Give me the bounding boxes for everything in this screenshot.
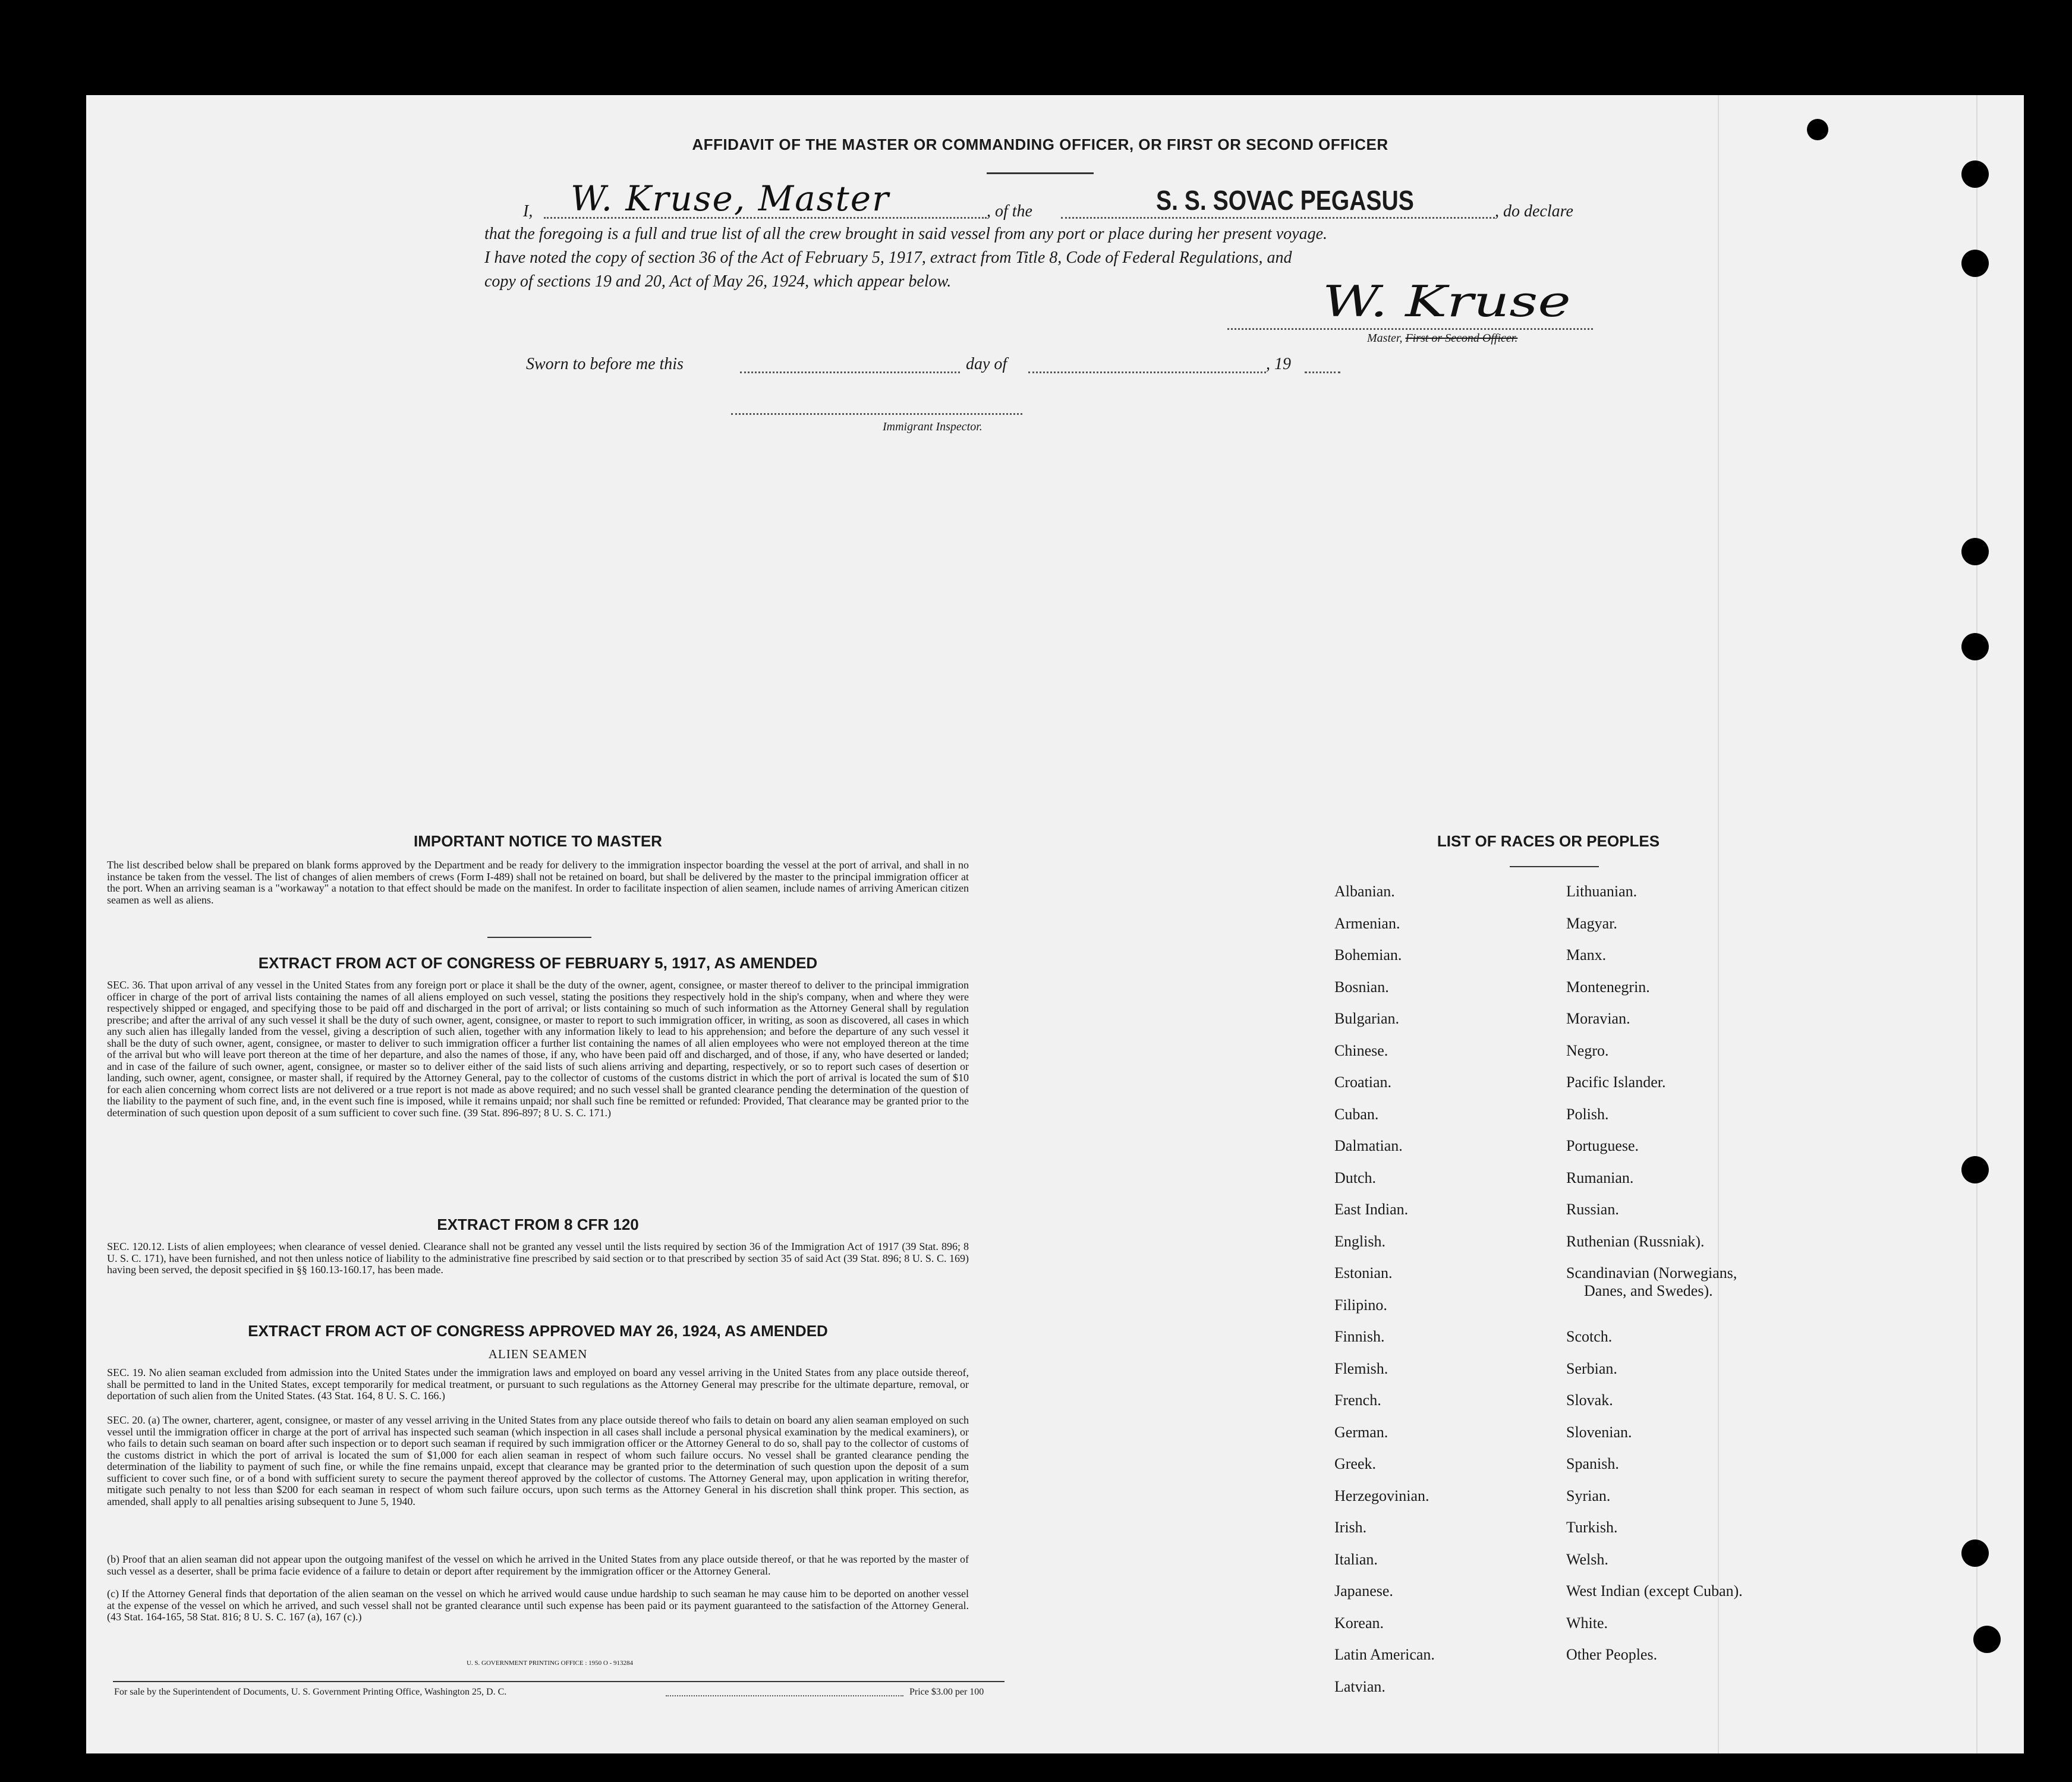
- caption-officer: First or Second Officer.: [1405, 332, 1518, 345]
- race-item: Rumanian.: [1566, 1169, 1634, 1186]
- race-item: Manx.: [1566, 946, 1607, 964]
- i-label: I,: [523, 202, 533, 221]
- race-item: Latvian.: [1334, 1677, 1385, 1695]
- punch-hole: [1961, 633, 1989, 660]
- extract-1924-sec20b: (b) Proof that an alien seaman did not appear upon the outgoing manifest of the vessel on which he arrived in the United States from any place outside thereof, or that he was reported by the master of such vessel as a deserter, shall be prima facie evidence of a failure to detain or deport after requirement by the immigration officer or the Attorney General.: [107, 1553, 969, 1577]
- punch-hole: [1961, 250, 1989, 277]
- race-item: Finnish.: [1334, 1328, 1385, 1345]
- race-item: Scandinavian (Norwegians,: [1566, 1264, 1737, 1282]
- name-line: [544, 217, 987, 219]
- footer-price: Price $3.00 per 100: [909, 1687, 984, 1697]
- race-item: Montenegrin.: [1566, 978, 1650, 996]
- race-item: Turkish.: [1566, 1519, 1618, 1536]
- inspector-line: [731, 413, 1022, 415]
- year-line: [1305, 371, 1340, 373]
- race-item: Armenian.: [1334, 914, 1400, 932]
- extract-cfr-text: SEC. 120.12. Lists of alien employees; when clearance of vessel denied. Clearance shall not be granted any vessel until the lists required by section 36 of the Immigration Act of 1917 (39 Stat. 896; 8 U. S. C. 171), have been furnished, and not then unless notice of liability to the administrative fine prescribed by said section or to that prescribed by section 35 of said Act (39 Stat. 896; 8 U. S. C. 169) having been served, the deposit specified in §§ 160.13-160.17, has been made.: [107, 1241, 969, 1276]
- extract-cfr-title: EXTRACT FROM 8 CFR 120: [437, 1216, 639, 1233]
- title-rule: [987, 172, 1094, 174]
- of-the-label: , of the: [987, 202, 1032, 221]
- extract-1924-sec19: SEC. 19. No alien seaman excluded from admission into the United States under the immigration laws and employed on board any vessel arriving in the United States from any place outside thereof, shall be permitted to land in the United States, except temporarily for medical treatment, or pursuant to such regulations as the Attorney General may prescribe for the ultimate departure, removal, or deportation of such alien from the United States. (43 Stat. 164, 8 U. S. C. 166.): [107, 1367, 969, 1402]
- notice-rule: [487, 937, 591, 938]
- punch-hole: [1961, 1539, 1989, 1567]
- races-list-col-1: [1334, 883, 1435, 1709]
- punch-hole: [1961, 538, 1989, 565]
- race-item: Welsh.: [1566, 1550, 1608, 1568]
- signature-line: [1227, 328, 1593, 330]
- notice-title: IMPORTANT NOTICE TO MASTER: [414, 832, 662, 850]
- race-item: Korean.: [1334, 1614, 1384, 1632]
- extract-1924-subtitle: ALIEN SEAMEN: [488, 1347, 588, 1361]
- signed-name: W. Kruse, Master: [571, 178, 890, 219]
- race-item: White.: [1566, 1614, 1608, 1632]
- race-item: Dutch.: [1334, 1169, 1377, 1186]
- race-item: Herzegovinian.: [1334, 1487, 1429, 1504]
- race-item: Russian.: [1566, 1201, 1619, 1218]
- race-item: English.: [1334, 1232, 1385, 1250]
- race-item: Moravian.: [1566, 1010, 1630, 1027]
- punch-hole: [1807, 119, 1828, 140]
- race-item: Latin American.: [1334, 1646, 1435, 1663]
- race-item: Ruthenian (Russniak).: [1566, 1232, 1705, 1250]
- notice-text: The list described below shall be prepared on blank forms approved by the Department and be ready for delivery to the immigration inspector boarding the vessel at the port of arrival, and shall in no instance be taken from the vessel. The list of changes of alien members of crews (Form I-489) shall not be retained on board, but shall be delivered by the master to the principal immigration officer at the port. When an arriving seaman is a "workaway" a notation to that effect should be made on the manifest. In order to facilitate inspection of alien seamen, include names of arriving American citizen seamen as well as aliens.: [107, 859, 969, 906]
- affidavit-line-2: I have noted the copy of section 36 of the Act of February 5, 1917, extract from Title 8, Code of Federal Regulations, and: [484, 248, 1292, 267]
- race-item: Bulgarian.: [1334, 1010, 1400, 1027]
- year-label: , 19: [1266, 355, 1291, 373]
- month-line: [1028, 371, 1266, 373]
- vessel-line: [1061, 217, 1495, 219]
- race-item: Albanian.: [1334, 883, 1395, 900]
- race-item: German.: [1334, 1423, 1388, 1441]
- punch-hole: [1961, 1156, 1989, 1183]
- race-item: Lithuanian.: [1566, 883, 1638, 900]
- footer-rule: [113, 1681, 1004, 1682]
- race-item: Serbian.: [1566, 1359, 1617, 1377]
- race-item: Bohemian.: [1334, 946, 1402, 964]
- extract-1924-sec20a: SEC. 20. (a) The owner, charterer, agent, consignee, or master of any vessel arriving in the United States from any place outside thereof who fails to detain on board any alien seaman employed on such vessel until the immigration officer in charge at the port of arrival has inspected such seaman (which inspection in all cases shall include a personal physical examination by the medical examiners), or who fails to detain such seaman on board after such inspection or to deport such seaman if required by such immigration officer or the Attorney General to do so, shall pay to the collector of customs of the customs district in which the port of arrival is located the sum of $1,000 for each alien seaman in respect of whom such failure occurs. No vessel shall be granted clearance pending the determination of the liability to payment of such fine, or while the fine remains unpaid, except that clearance may be granted prior to the determination of such question upon the deposit of a sum sufficient to cover such fine, or of a bond with sufficient surety to secure the payment thereof approved by the collector of customs. The Attorney General may, upon application in writing therefor, mitigate such penalty to not less than $200 for each seaman in respect of whom such failure occurs, upon such terms as the Attorney General in his discretion shall think proper. This section, as amended, shall apply to all penalties arising subsequent to June 5, 1940.: [107, 1414, 969, 1507]
- race-item: Croatian.: [1334, 1073, 1392, 1091]
- races-title: LIST OF RACES OR PEOPLES: [1437, 832, 1660, 850]
- race-item: East Indian.: [1334, 1201, 1409, 1218]
- race-item: French.: [1334, 1391, 1381, 1409]
- affidavit-line-1: that the foregoing is a full and true list of all the crew brought in said vessel from any port or place during her present voyage.: [484, 225, 1328, 243]
- race-item: Greek.: [1334, 1455, 1377, 1472]
- race-item: Japanese.: [1334, 1582, 1393, 1600]
- races-rule: [1510, 866, 1599, 867]
- punch-hole: [1973, 1626, 2001, 1653]
- extract-1924-title: EXTRACT FROM ACT OF CONGRESS APPROVED MAY 26, 1924, AS AMENDED: [248, 1322, 828, 1340]
- sworn-label: Sworn to before me this: [526, 355, 684, 373]
- inspector-caption: Immigrant Inspector.: [883, 420, 983, 433]
- declare-label: , do declare: [1495, 202, 1573, 221]
- footer-sale-text: For sale by the Superintendent of Documents, U. S. Government Printing Office, Washington 25, D. C.: [114, 1687, 507, 1697]
- race-item: Dalmatian.: [1334, 1137, 1403, 1154]
- race-item: Danes, and Swedes).: [1584, 1282, 1713, 1299]
- race-item: Pacific Islander.: [1566, 1073, 1666, 1091]
- race-item: Italian.: [1334, 1550, 1378, 1568]
- sworn-date-line: [740, 371, 960, 373]
- vessel-name: S. S. SOVAC PEGASUS: [1156, 185, 1414, 216]
- affidavit-line-3: copy of sections 19 and 20, Act of May 26, 1924, which appear below.: [484, 272, 952, 291]
- races-list-col-2: [1566, 883, 1743, 1678]
- affidavit-title: AFFIDAVIT OF THE MASTER OR COMMANDING OFFICER, OR FIRST OR SECOND OFFICER: [692, 136, 1388, 153]
- punch-hole: [1961, 160, 1989, 188]
- race-item: Estonian.: [1334, 1264, 1393, 1282]
- race-item: Portuguese.: [1566, 1137, 1639, 1154]
- race-item: Syrian.: [1566, 1487, 1611, 1504]
- print-office-line: U. S. GOVERNMENT PRINTING OFFICE : 1950 O - 913284: [466, 1660, 633, 1667]
- race-item: West Indian (except Cuban).: [1566, 1582, 1743, 1600]
- race-item: Scotch.: [1566, 1328, 1613, 1345]
- day-of-label: day of: [966, 355, 1007, 373]
- race-item: Magyar.: [1566, 914, 1617, 932]
- race-item: Chinese.: [1334, 1041, 1388, 1059]
- race-item: Flemish.: [1334, 1359, 1388, 1377]
- extract-1917-title: EXTRACT FROM ACT OF CONGRESS OF FEBRUARY 5, 1917, AS AMENDED: [258, 954, 818, 972]
- race-item: Bosnian.: [1334, 978, 1389, 996]
- race-item: Polish.: [1566, 1105, 1609, 1123]
- race-item: Negro.: [1566, 1041, 1609, 1059]
- race-item: Cuban.: [1334, 1105, 1379, 1123]
- race-item: Irish.: [1334, 1519, 1367, 1536]
- signature-caption: [1367, 332, 1517, 345]
- extract-1917-text: SEC. 36. That upon arrival of any vessel in the United States from any foreign port or place it shall be the duty of the owner, agent, consignee, or master thereof to deliver to the principal immigration officer in charge of the port of arrival lists containing the names of all aliens employed on such vessel, stating the positions they respectively hold in the ship's company, when and where they were respectively shipped or engaged, and specifying those to be paid off and discharged in the port of arrival; or lists containing so much of such information as the Attorney General shall by regulation prescribe; and after the arrival of any such vessel it shall be the duty of such owner, agent, consignee, or master to report to such immigration officer, in writing, as soon as discovered, all cases in which any such alien has illegally landed from the vessel, giving a description of such alien, together with any information likely to lead to his apprehension; and before the departure of any such vessel it shall be the duty of such owner, agent, consignee, or master to deliver to such immigration officer a further list containing the names of all alien employees who were not employed thereon at the time of the arrival but who will leave port thereon at the time of her departure, and also the names of those, if any, who have been paid off and discharged, and of those, if any, who have deserted or landed; and in case of the failure of such owner, agent, consignee, or master so to deliver either of the said lists of such aliens arriving and departing, respectively, or so to report such cases of desertion or landing, such owner, agent, consignee, or master shall, if required by the Attorney General, pay to the collector of customs of the customs district in which the port of arrival is located the sum of $10 for each alien concerning whom correct lists are not delivered or a true report is not made as above required; and no such vessel shall be granted clearance pending the determination of the question of the liability to the payment of such fine, and, in the event such fine is imposed, while it remains unpaid; nor shall such fine be remitted or refunded: Provided, That clearance may be granted prior to the determination of such question upon deposit of a sum sufficient to cover such fine. (39 Stat. 896-897; 8 U. S. C. 171.): [107, 979, 969, 1119]
- race-item: Slovenian.: [1566, 1423, 1632, 1441]
- extract-1924-sec20c: (c) If the Attorney General finds that deportation of the alien seaman on the vessel on which he arrived would cause undue hardship to such seaman he may cause him to be deported on another vessel at the expense of the vessel on which he arrived, and such vessel shall not be granted clearance until such expense has been paid or its payment guaranteed to the satisfaction of the Attorney General. (43 Stat. 164-165, 58 Stat. 816; 8 U. S. C. 167 (a), 167 (c).): [107, 1588, 969, 1623]
- signature: W. Kruse: [1322, 276, 1571, 326]
- race-item: Slovak.: [1566, 1391, 1613, 1409]
- show-through-line: [1976, 95, 1977, 1753]
- race-item: Filipino.: [1334, 1296, 1387, 1314]
- caption-master: Master,: [1367, 332, 1403, 345]
- footer-leader: [666, 1695, 903, 1696]
- race-item: Other Peoples.: [1566, 1646, 1658, 1663]
- race-item: Spanish.: [1566, 1455, 1619, 1472]
